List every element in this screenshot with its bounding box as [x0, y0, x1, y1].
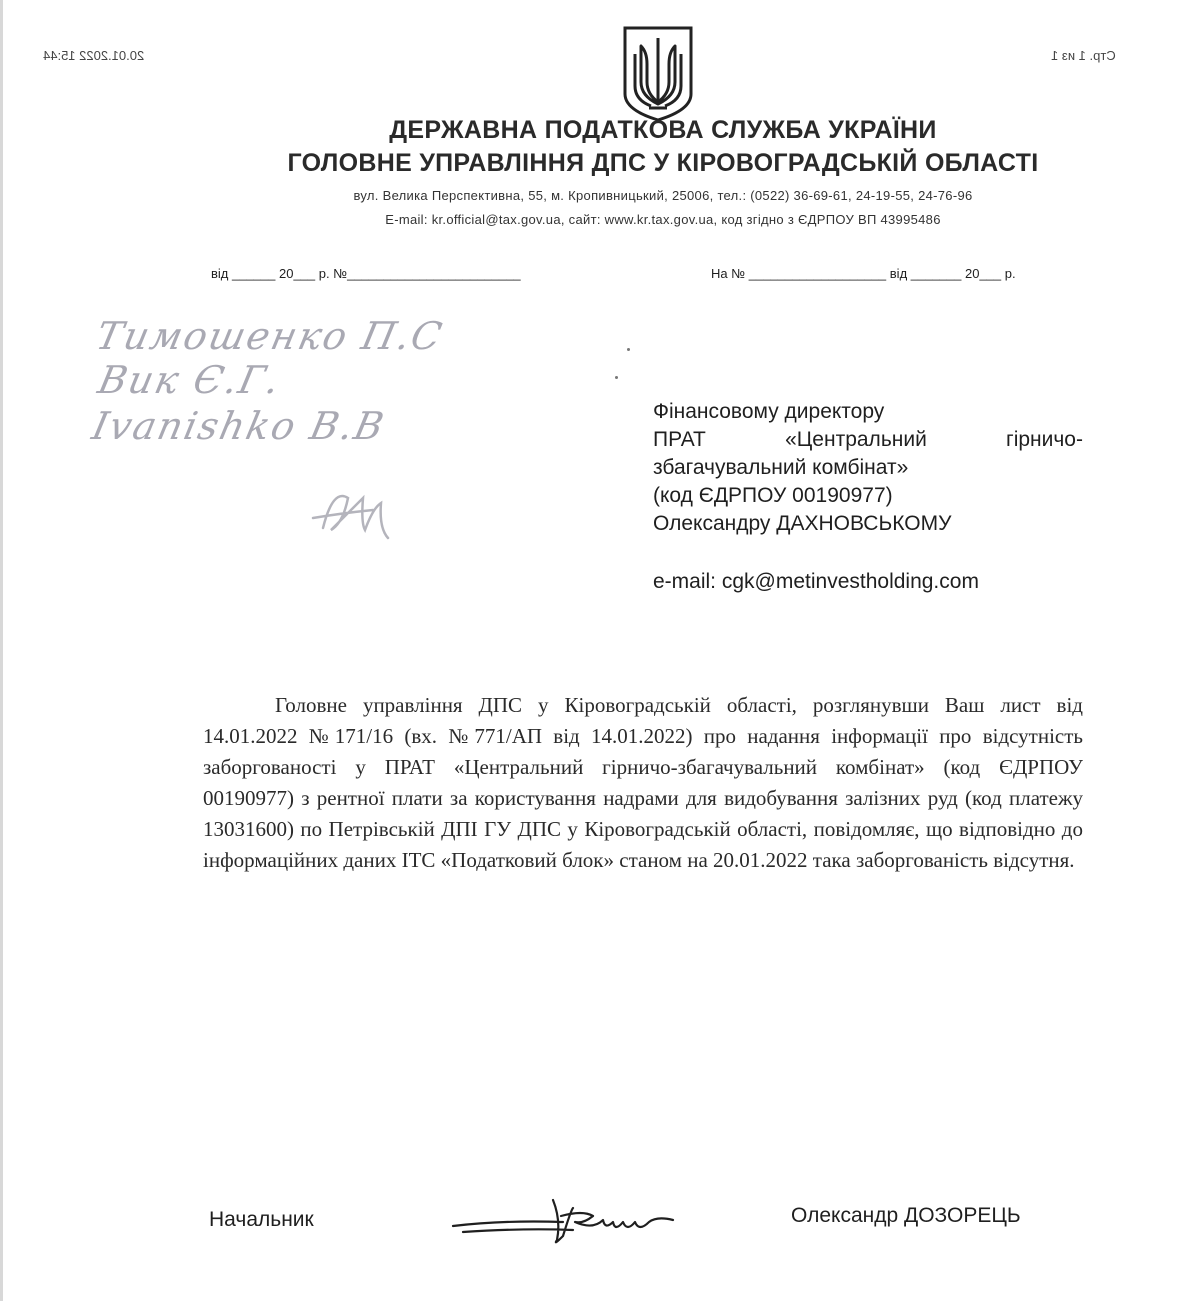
recipient-block [653, 398, 1083, 596]
handwritten-initials-mark [303, 468, 413, 558]
mirrored-page-number: Стр. 1 из 1 [1051, 48, 1116, 63]
recipient-company-word: ПРАТ [653, 428, 706, 451]
signer-title: Начальник [209, 1208, 314, 1231]
signer-name: Олександр ДОЗОРЕЦЬ [791, 1204, 1021, 1227]
letter-body: Головне управління ДПС у Кіровоградській області, розглянувши Ваш лист від 14.01.2022 №171/16 (вх. №771/АП від 14.01.2022) про надання інформації про відсутність заборгованості у ПРАТ «Центральний гірничо-збагачувальний комбінат» (код ЄДРПОУ 00190977) з рентної плати за користування надрами для видобування залізних руд (код платежу 13031600) по Петрівській ДПІ ГУ ДПС у Кіровоградській області, повідомляє, що відповідно до інформаційних даних ІТС «Податковий блок» станом на 20.01.2022 така заборгованість відсутня. [203, 693, 1083, 872]
recipient-name: Олександру ДАХНОВСЬКОМУ [653, 512, 952, 535]
handwritten-note-line3: Ivanishko В.В [88, 404, 390, 448]
scan-speck [615, 376, 618, 379]
recipient-company-line [653, 426, 1083, 454]
recipient-email: e-mail: cgk@metinvestholding.com [653, 570, 979, 593]
org-name-line1: ДЕРЖАВНА ПОДАТКОВА СЛУЖБА УКРАЇНИ [389, 116, 937, 144]
recipient-code: (код ЄДРПОУ 00190977) [653, 484, 893, 507]
trident-emblem-icon [621, 24, 695, 124]
handwritten-signature [443, 1190, 713, 1250]
mirrored-timestamp: 20.01.2022 15:44 [43, 48, 145, 63]
handwritten-note-line2: Вик Є.Г. [94, 358, 286, 402]
scan-speck [627, 348, 630, 351]
recipient-company-word: «Центральний [785, 428, 927, 451]
recipient-company-line2: збагачувальний комбінат» [653, 456, 909, 479]
recipient-position: Фінансовому директору [653, 400, 885, 423]
recipient-company-word: гірничо- [1006, 428, 1083, 451]
org-address: вул. Велика Перспективна, 55, м. Кропивницький, 25006, тел.: (0522) 36-69-61, 24-19-55, 24-76-96 [353, 188, 973, 203]
outgoing-reference: від ______ 20___ р. №________________________ [211, 266, 521, 281]
org-name-line2: ГОЛОВНЕ УПРАВЛІННЯ ДПС У КІРОВОГРАДСЬКІЙ ОБЛАСТІ [287, 149, 1039, 177]
handwritten-note-line1: Тимошенко П.С [92, 314, 448, 358]
org-contacts: E-mail: kr.official@tax.gov.ua, сайт: www.kr.tax.gov.ua, код згідно з ЄДРПОУ ВП 43995486 [385, 212, 941, 227]
incoming-reference: На № ___________________ від _______ 20___ р. [711, 266, 1016, 281]
